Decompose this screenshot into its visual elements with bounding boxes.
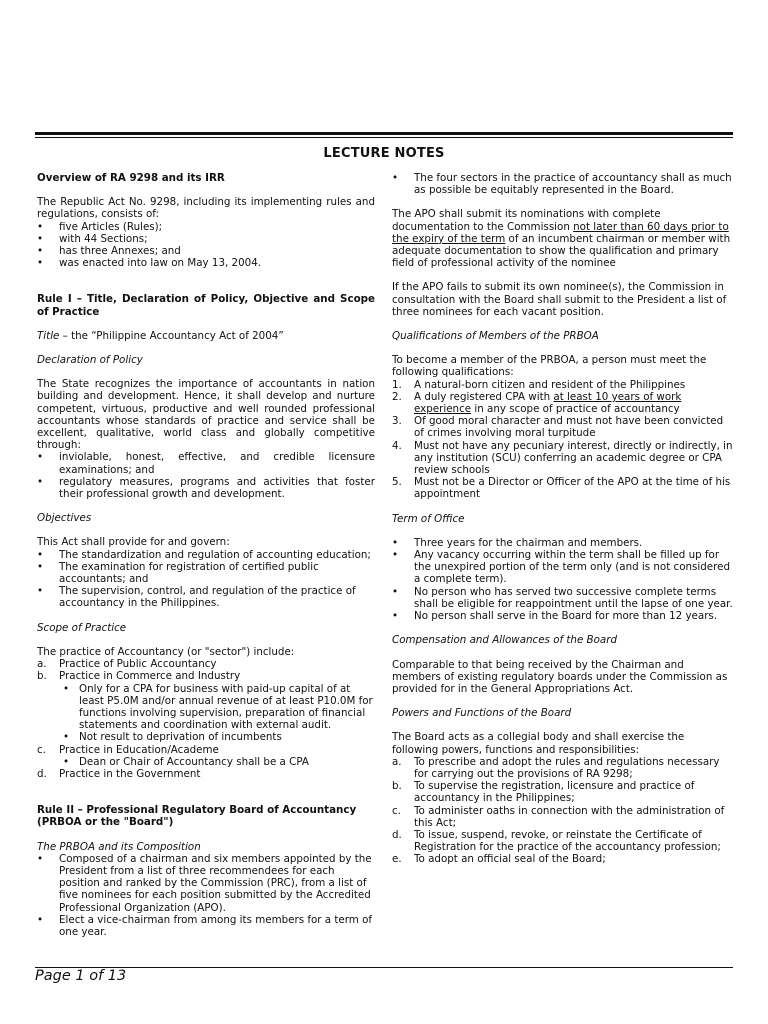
- list-item: 4. Must not have any pecuniary interest, directly or indirectly, in any institution (SCU) conferring an academic degree or CPA review schools: [392, 439, 733, 477]
- left-column: [37, 172, 375, 938]
- policy-text: The State recognizes the importance of accountants in nation building and development. Hence, it shall develop and nurture competent, virtuous, productive and well rounded professional accountants whose standards of practice and service shall be excellent, qualitative, world class and globally competitive through:: [37, 378, 375, 452]
- apo-nomination-text: The APO shall submit its nominations with complete documentation to the Commission not later than 60 days prior to the expiry of the term of an incumbent chairman or member with adequate documentation to show the qualification and primary field of professional activity of the nominee: [392, 208, 731, 270]
- apo-fail-text: If the APO fails to submit its own nominee(s), the Commission in consultation with the Board shall submit to the President a list of three nominees for each vacant position.: [392, 281, 727, 318]
- objectives-label: Objectives: [37, 512, 92, 525]
- objectives-list: [37, 549, 375, 610]
- qualifications-list: [392, 379, 733, 501]
- term-label: Term of Office: [392, 512, 465, 525]
- header-rule-thin: [35, 137, 733, 138]
- page-title: LECTURE NOTES: [323, 146, 445, 161]
- list-item: e. To adopt an official seal of the Board;: [392, 853, 606, 866]
- list-item: c. To administer oaths in connection with the administration of this Act;: [392, 804, 725, 829]
- list-item: • The supervision, control, and regulation of the practice of accountancy in the Philippines.: [37, 585, 356, 610]
- list-item: 5. Must not be a Director or Officer of the APO at the time of his appointment: [392, 476, 731, 501]
- prboa-label: The PRBOA and its Composition: [37, 840, 201, 853]
- powers-list: [392, 756, 733, 866]
- compensation-text: Comparable to that being received by the Chairman and members of existing regulatory boards under the Commission as provided for in the General Appropriations Act.: [392, 658, 728, 695]
- footer-rule: [35, 967, 733, 968]
- list-item: • Three years for the chairman and members.: [392, 536, 643, 549]
- scope-list: [37, 658, 375, 780]
- overview-list: [37, 221, 375, 270]
- powers-text: The Board acts as a collegial body and shall exercise the following powers, functions and responsibilities:: [392, 731, 685, 756]
- qualifications-text: To become a member of the PRBOA, a person must meet the following qualifications:: [392, 354, 707, 379]
- list-item: • Dean or Chair of Accountancy shall be a CPA: [63, 755, 309, 768]
- list-item: • Any vacancy occurring within the term shall be filled up for the unexpired portion of the term only (and is not considered a complete term).: [392, 549, 730, 586]
- objectives-text: This Act shall provide for and govern:: [37, 536, 230, 549]
- list-item: • was enacted into law on May 13, 2004.: [37, 257, 262, 270]
- list-item: • The standardization and regulation of accounting education;: [37, 548, 371, 561]
- header-rule-thick: [35, 132, 733, 135]
- list-item: • Only for a CPA for business with paid-up capital of at least P5.0M and/or annual revenue of at least P10.0M for functions involving supervision, preparation of financial statements and coordination with external audit.: [63, 682, 373, 732]
- list-item: • five Articles (Rules);: [37, 220, 163, 233]
- title-definition: Title – the “Philippine Accountancy Act of 2004”: [37, 329, 284, 342]
- list-item: • has three Annexes; and: [37, 245, 181, 258]
- list-item: • No person shall serve in the Board for more than 12 years.: [392, 610, 718, 623]
- term-list: [392, 537, 733, 622]
- scope-label: Scope of Practice: [37, 621, 127, 634]
- scope-text: The practice of Accountancy (or "sector") include:: [37, 645, 295, 658]
- list-item: c. Practice in Education/Academe: [37, 743, 219, 756]
- qualifications-label: Qualifications of Members of the PRBOA: [392, 330, 599, 343]
- list-item: 3. Of good moral character and must not have been convicted of crimes involving moral turpitude: [392, 415, 724, 440]
- list-item: • with 44 Sections;: [37, 232, 148, 245]
- powers-label: Powers and Functions of the Board: [392, 707, 572, 720]
- list-item: d. Practice in the Government: [37, 767, 201, 780]
- list-item: d. To issue, suspend, revoke, or reinstate the Certificate of Registration for the practice of the accountancy profession;: [392, 828, 721, 854]
- policy-list: [37, 451, 375, 500]
- list-item: a. Practice of Public Accountancy: [37, 658, 217, 671]
- list-item: 2. A duly registered CPA with at least 10 years of work experience in any scope of practice of accountancy: [392, 390, 682, 416]
- overview-text: The Republic Act No. 9298, including its implementing rules and regulations, consists of:: [37, 196, 375, 221]
- right-column: [392, 172, 733, 866]
- list-item: • No person who has served two successive complete terms shall be eligible for reappointment until the lapse of one year.: [392, 585, 733, 610]
- list-item: • Composed of a chairman and six members appointed by the President from a list of three recommendees for each position and ranked by the Commission (PRC), from a list of five nominees for each position submitted by the Accredited Professional Organization (APO).: [37, 852, 372, 914]
- sector-list: [392, 172, 733, 196]
- list-item: • inviolable, honest, effective, and credible licensure examinations; and: [37, 451, 375, 476]
- list-item: b. To supervise the registration, licensure and practice of accountancy in the Philippines;: [392, 780, 695, 805]
- list-item: • Elect a vice-chairman from among its members for a term of one year.: [37, 913, 373, 938]
- list-item: a. To prescribe and adopt the rules and regulations necessary for carrying out the provisions of RA 9298;: [392, 755, 720, 780]
- rule1-heading: Rule I – Title, Declaration of Policy, Objective and Scope of Practice: [37, 293, 375, 318]
- rule2-heading: Rule II – Professional Regulatory Board of Accountancy (PRBOA or the "Board"): [37, 804, 357, 829]
- prboa-list: [37, 853, 375, 938]
- page-number: Page 1 of 13: [35, 968, 127, 984]
- policy-label: Declaration of Policy: [37, 354, 143, 367]
- list-item: • The four sectors in the practice of accountancy shall as much as possible be equitably represented in the Board.: [392, 172, 732, 197]
- list-item: • Not result to deprivation of incumbents: [63, 731, 282, 744]
- list-item: b. Practice in Commerce and Industry: [37, 670, 241, 683]
- list-item: • regulatory measures, programs and activities that foster their professional growth and development.: [37, 475, 375, 501]
- list-item: • The examination for registration of certified public accountants; and: [37, 560, 319, 586]
- overview-heading: Overview of RA 9298 and its IRR: [37, 172, 225, 184]
- compensation-label: Compensation and Allowances of the Board: [392, 634, 618, 647]
- list-item: 1. A natural-born citizen and resident of the Philippines: [392, 378, 686, 391]
